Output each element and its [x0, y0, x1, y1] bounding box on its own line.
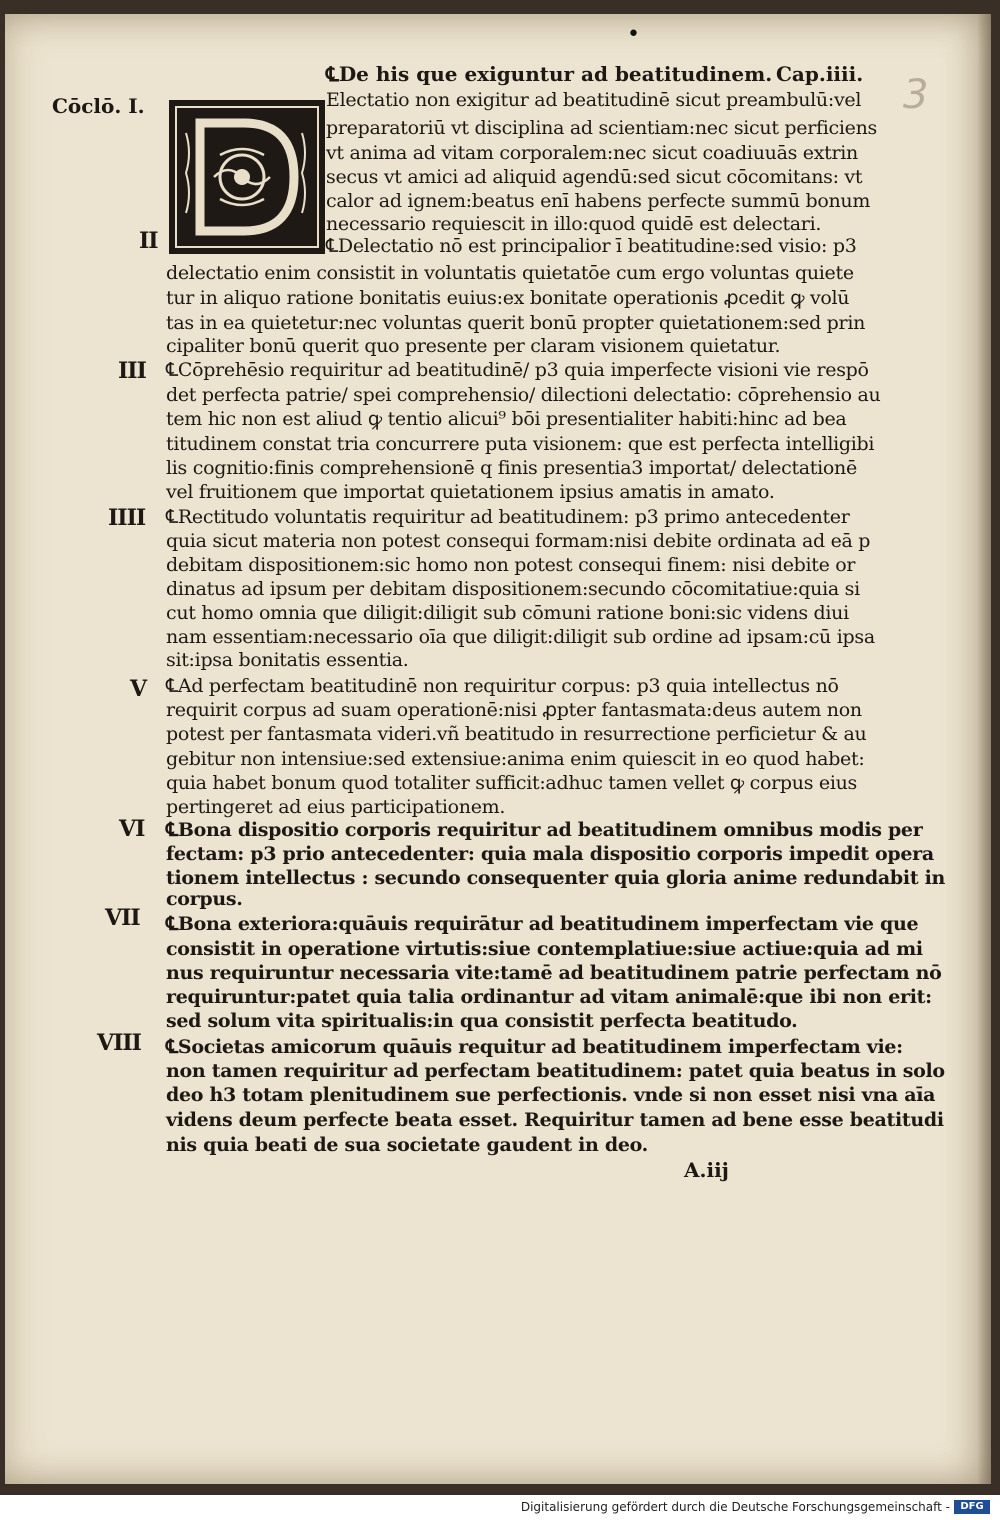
text-line: calor ad ignem:beatus enī habens perfecte summū bonum [326, 190, 871, 212]
text-line: titudinem constat tria concurrere puta visionem: que est perfecta intelligibi [166, 433, 875, 455]
folio-mark: • [627, 22, 640, 47]
margin-number-iiii: IIII [108, 505, 146, 531]
text-line: tionem intellectus : secundo consequenter quia gloria anime redundabit in [166, 867, 946, 889]
text-line: ℄Bona dispositio corporis requiritur ad beatitudinem omnibus modis per [166, 819, 923, 841]
text-line: requirit corpus ad suam operationē:nisi ꝓpter fantasmata:deus autem non [166, 699, 862, 721]
text-line: corpus. [166, 888, 243, 910]
footer-bar [0, 1495, 1000, 1520]
text-line: ℄Cōprehēsio requiritur ad beatitudinē/ p3 quia imperfecte visioni vie respō [166, 359, 869, 381]
text-line: Electatio non exigitur ad beatitudinē sicut preambulū:vel [326, 89, 862, 111]
text-line: cipaliter bonū querit quo presente per claram visionem quietatur. [166, 335, 781, 357]
text-line: quia sicut materia non potest consequi formam:nisi debite ordinata ad eā p [166, 530, 871, 552]
text-line: sed solum vita spiritualis:in qua consistit perfecta beatitudo. [166, 1010, 798, 1032]
text-line: ℄Societas amicorum quāuis requitur ad beatitudinem imperfectam vie: [166, 1036, 903, 1058]
text-line: vt anima ad vitam corporalem:nec sicut coadiuuās extrin [326, 142, 858, 164]
text-line: ℄Ad perfectam beatitudinē non requiritur corpus: p3 quia intellectus nō [166, 675, 839, 697]
decorated-initial-d [169, 100, 325, 254]
margin-number-vi: VI [119, 816, 145, 842]
text-line: ℄Bona exteriora:quāuis requirātur ad beatitudinem imperfectam vie que [166, 913, 919, 935]
text-line: nis quia beati de sua societate gaudent in deo. [166, 1134, 648, 1156]
text-line: secus vt amici ad aliquid agendū:sed sicut cōcomitans: vt [326, 166, 863, 188]
text-line: sit:ipsa bonitatis essentia. [166, 649, 409, 671]
funding-credit: Digitalisierung gefördert durch die Deutsche Forschungsgemeinschaft - [520, 1500, 950, 1514]
margin-number-iii: III [118, 358, 146, 384]
text-line: tem hic non est aliud ꝙ tentio alicui⁹ bōi presentialiter habiti:hinc ad bea [166, 408, 847, 430]
margin-number-viii: VIII [97, 1030, 141, 1056]
text-line: potest per fantasmata videri.vñ beatitudo in resurrectione perficietur & au [166, 723, 867, 745]
text-line: ℄Delectatio nō est principalior ī beatitudine:sed visio: p3 [326, 235, 857, 257]
text-line: cut homo omnia que diligit:diligit sub cōmuni ratione boni:sic videns diui [166, 602, 849, 624]
text-line: lis cognitio:finis comprehensionē q finis presentia3 importat/ delectationē [166, 457, 857, 479]
margin-number-v: V [130, 676, 147, 702]
text-line: ℄Rectitudo voluntatis requiritur ad beatitudinem: p3 primo antecedenter [166, 506, 850, 528]
chapter-label: Cap.iiii. [776, 62, 864, 86]
text-line: fectam: p3 prio antecedenter: quia mala dispositio corporis impedit opera [166, 843, 934, 865]
text-line: det perfecta patrie/ spei comprehensio/ dilectioni delectatio: cōprehensio au [166, 384, 881, 406]
text-line: pertingeret ad eius participationem. [166, 796, 506, 818]
pencil-folio-number: 3 [903, 72, 929, 118]
signature-mark: A.iij [684, 1158, 729, 1182]
text-line: nus requiruntur necessaria vite:tamē ad beatitudinem patrie perfectam nō [166, 962, 942, 984]
text-line: tas in ea quietetur:nec voluntas querit bonū propter quietationem:sed prin [166, 312, 866, 334]
text-line: consistit in operatione virtutis:siue contemplatiue:siue actiue:quia ad mi [166, 938, 923, 960]
text-line: debitam dispositionem:sic homo non potest consequi finem: nisi debite or [166, 554, 856, 576]
margin-number-ii: II [139, 228, 158, 254]
text-line: nam essentiam:necessario oīa que diligit:diligit sub ordine ad ipsam:cū ipsa [166, 626, 875, 648]
text-line: vel fruitionem que importat quietationem ipsius amatis in amato. [166, 481, 775, 503]
dfg-logo: DFG [954, 1500, 990, 1514]
page-edge-shadow [977, 14, 991, 1484]
text-line: videns deum perfecte beata esset. Requiritur tamen ad bene esse beatitudi [166, 1109, 944, 1131]
margin-number-vii: VII [105, 905, 140, 931]
initial-ornament-icon [172, 103, 322, 251]
text-line: quia habet bonum quod totaliter sufficit:adhuc tamen vellet ꝙ corpus eius [166, 772, 858, 794]
text-line: non tamen requiritur ad perfectam beatitudinem: patet quia beatus in solo [166, 1060, 945, 1082]
text-line: dinatus ad ipsum per debitam dispositionem:secundo cōcomitatiue:quia si [166, 578, 860, 600]
text-line: deo h3 totam plenitudinem sue perfectionis. vnde si non esset nisi vna aīa [166, 1084, 936, 1106]
running-head: ℄De his que exiguntur ad beatitudinem. [326, 62, 773, 86]
marginal-citation: Cōclō. I. [52, 94, 145, 118]
text-line: necessario requiescit in illo:quod quidē est delectari. [326, 213, 822, 235]
text-line: gebitur non intensiue:sed extensiue:anima enim quiescit in eo quod habet: [166, 748, 865, 770]
text-line: tur in aliquo ratione bonitatis euius:ex bonitate operationis ꝓcedit ꝙ volū [166, 287, 850, 309]
text-line: preparatoriū vt disciplina ad scientiam:nec sicut perficiens [326, 117, 877, 139]
text-line: delectatio enim consistit in voluntatis quietatōe cum ergo voluntas quiete [166, 262, 854, 284]
text-line: requiruntur:patet quia talia ordinantur ad vitam animalē:que ibi non erit: [166, 986, 932, 1008]
